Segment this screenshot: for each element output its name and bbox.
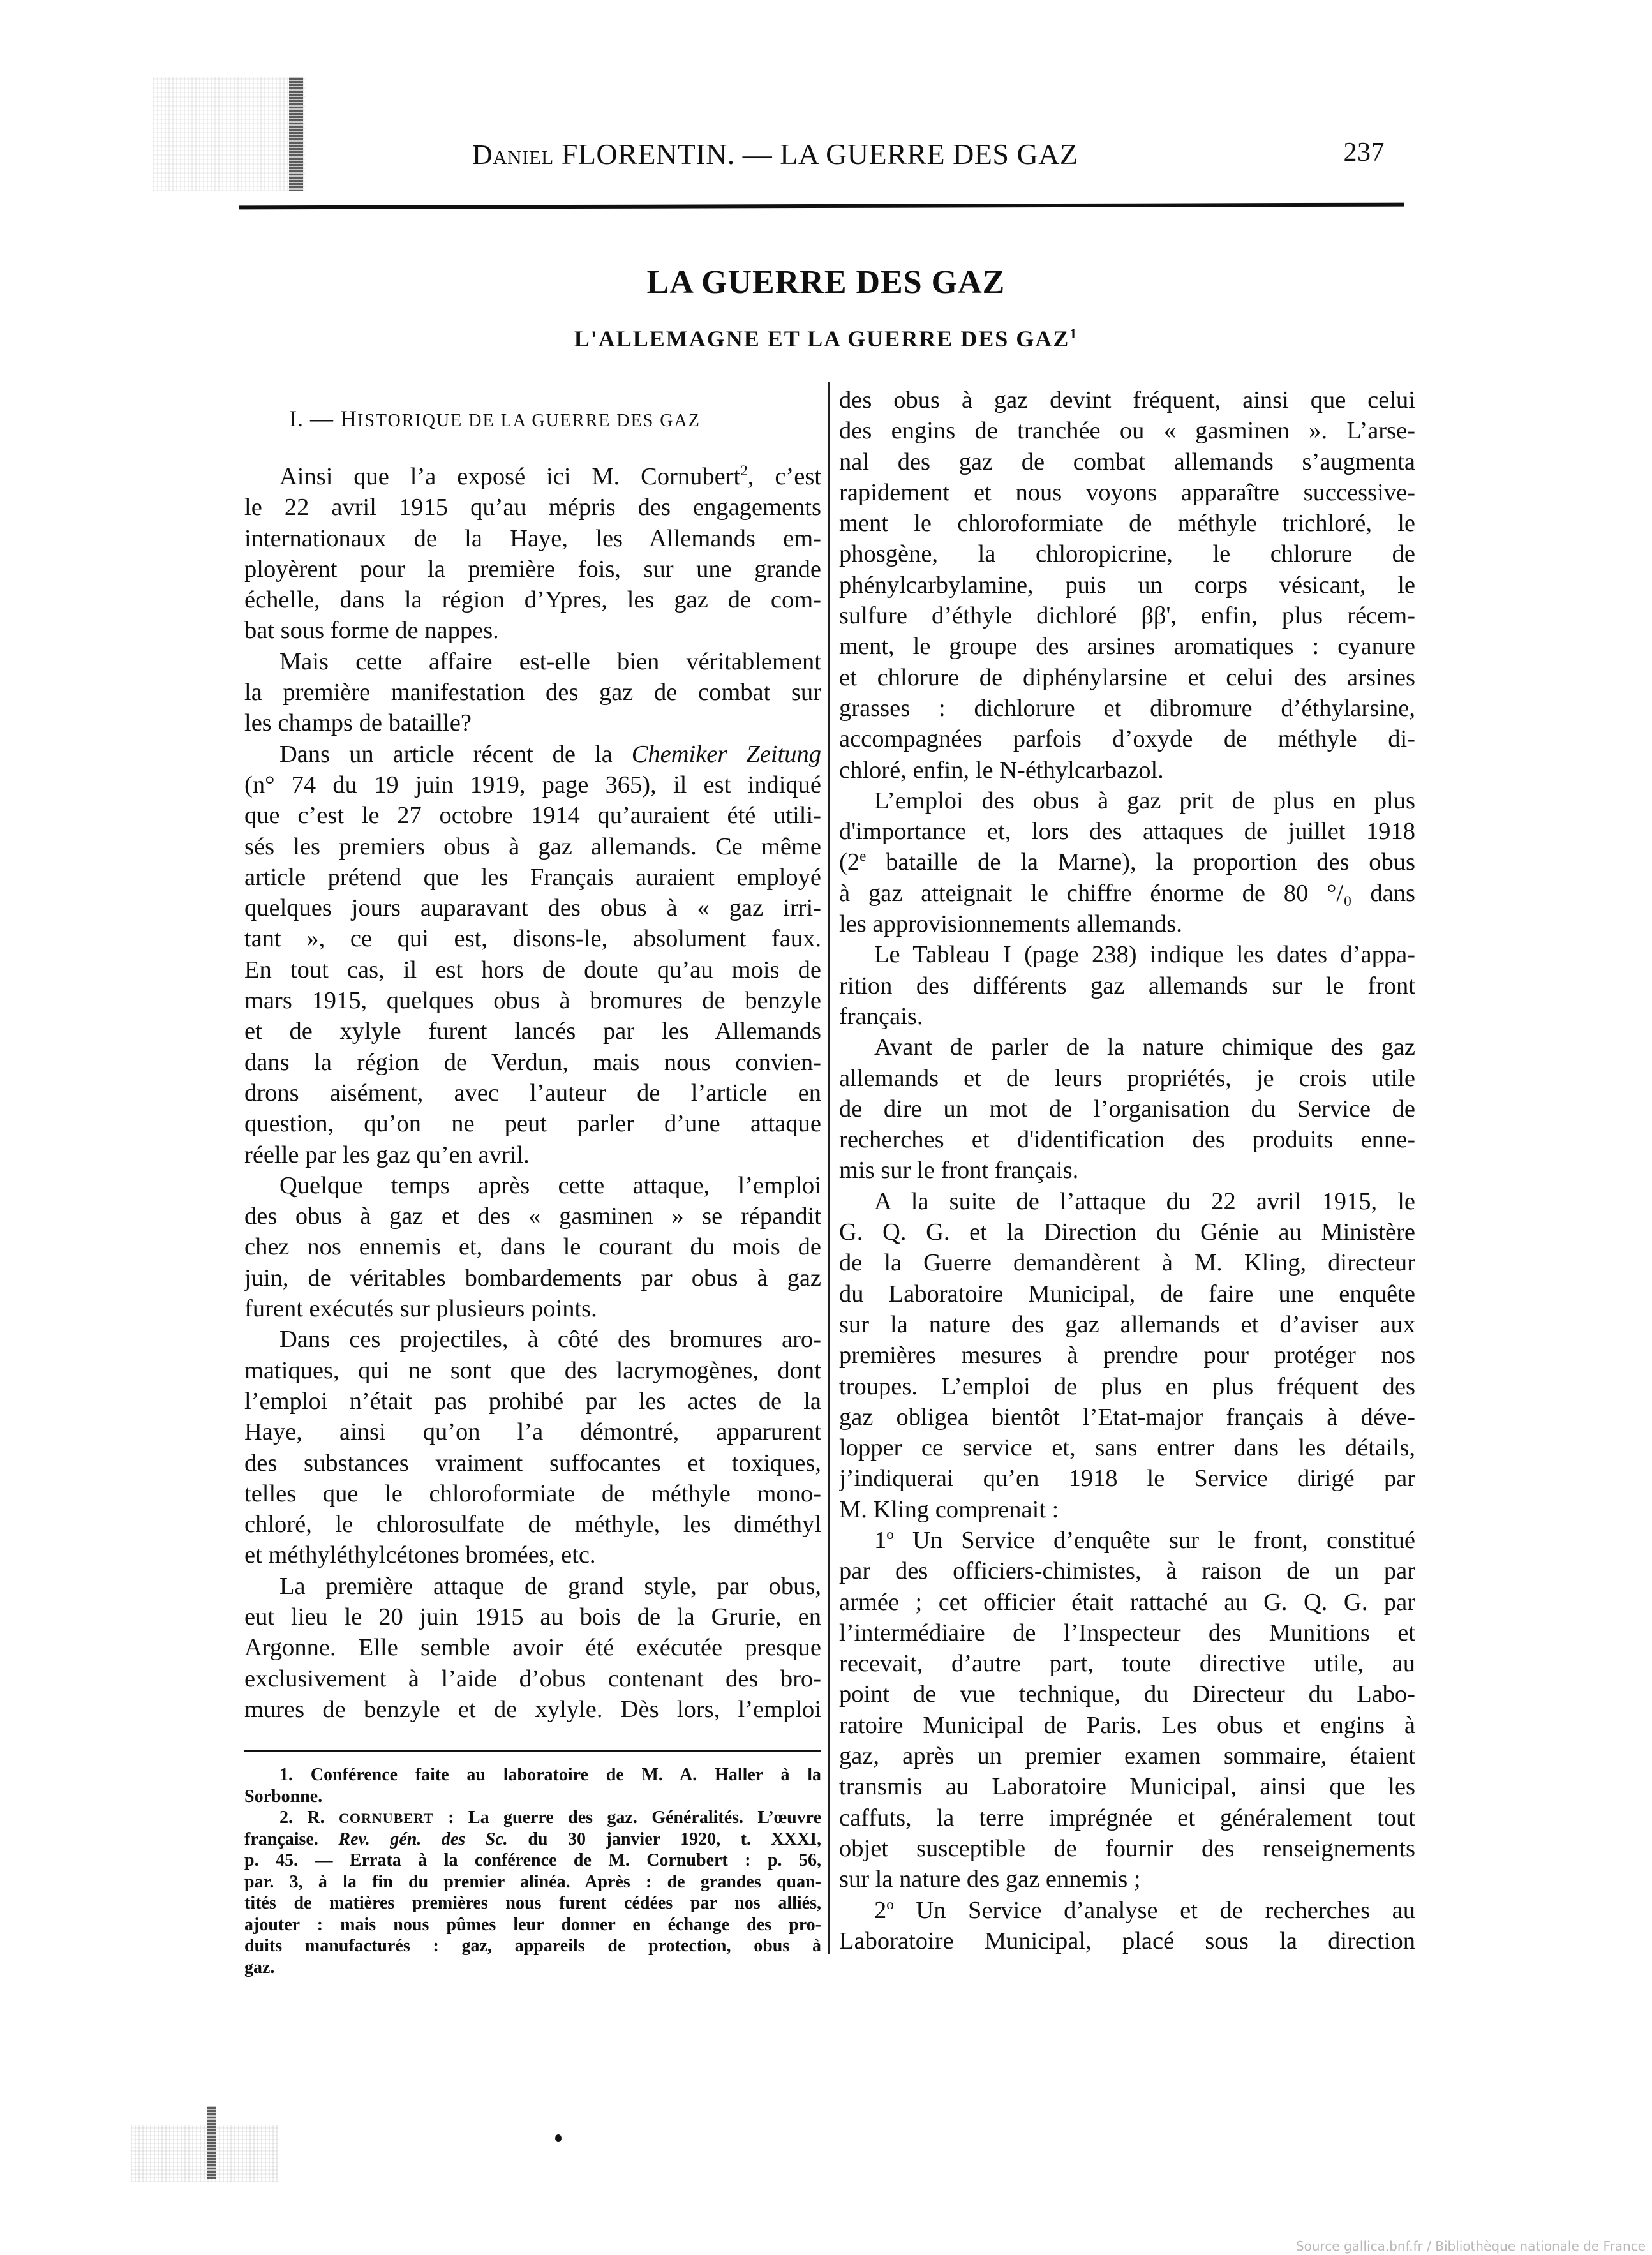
footnote-rule [244,1750,821,1752]
body-line [839,539,1415,569]
footnote-line [244,1829,821,1850]
text-run: : La guerre des gaz. Généralités. L’œuvre [433,1808,821,1827]
column-divider [828,382,830,1954]
text-run: juin, de véritables bombardements par obus à gaz [244,1264,821,1291]
body-line [244,739,821,770]
text-run: G. Q. G. et la Direction du Génie au Ministère [839,1219,1415,1246]
body-line [839,1895,1415,1926]
scan-artifact-bottom [131,2125,278,2182]
text-run: phénylcarbylamine, puis un corps vésicant, le [839,571,1415,599]
article-subtitle [0,325,1652,352]
text-run: premières mesures à prendre pour protéger nos [839,1342,1415,1369]
footnote-line [244,1850,821,1872]
body-line [839,1618,1415,1648]
text-run: ment le chloroformiate de méthyle trichloré, le [839,510,1415,537]
text-run: que c’est le 27 octobre 1914 qu’auraient été utili- [244,802,821,830]
body-line [839,1371,1415,1402]
body-line [244,1694,821,1725]
body-line [839,508,1415,539]
running-head-separator: — [742,138,773,170]
text-run: bat sous forme de nappes. [244,617,499,644]
body-line [839,570,1415,600]
text-run: Haye, ainsi qu’on l’a démontré, apparurent [244,1418,821,1446]
body-line [244,923,821,954]
source-credit: Source gallica.bnf.fr / Bibliothèque nationale de France [1295,2238,1646,2254]
footnote-line [244,1807,821,1829]
body-line [244,1201,821,1232]
text-run: bataille de la Marne), la proportion des obus [866,849,1415,876]
text-run: Argonne. Elle semble avoir été exécutée presque [244,1634,821,1662]
text-run: par. 3, à la fin du premier alinéa. Après : de grandes quan- [244,1872,821,1892]
text-run: des substances vraiment suffocantes et toxiques, [244,1449,821,1477]
section-title: ISTORIQUE DE LA GUERRE DES GAZ [357,411,701,431]
text-run: 2 [874,1896,887,1924]
text-run: chez nos ennemis et, dans le courant du mois de [244,1233,821,1261]
text-run: 1 [874,1526,887,1554]
text-run: Quelque temps après cette attaque, l’emploi [279,1172,821,1199]
text-run: furent exécutés sur plusieurs points. [244,1295,597,1323]
text-run: recevait, d’autre part, toute directive utile, au [839,1650,1415,1678]
text-run: eut lieu le 20 juin 1915 au bois de la Grurie, en [244,1603,821,1630]
body-line [244,584,821,615]
body-line [839,816,1415,847]
running-head-text [472,137,1078,171]
text-run: mars 1915, quelques obus à bromures de benzyle [244,987,821,1015]
body-line [244,492,821,523]
scan-binding-strip-bottom [207,2106,216,2179]
text-run: réelle par les gaz qu’en avril. [244,1141,530,1168]
header-rule [239,203,1404,210]
text-run: Ainsi que l’a exposé ici M. Cornubert [279,463,741,490]
body-line [244,1016,821,1046]
running-head [472,137,1385,175]
body-line [839,1679,1415,1709]
text-run: matiques, qui ne sont que des lacrymogènes, dont [244,1357,821,1384]
body-line [244,677,821,708]
body-line [839,1217,1415,1247]
text-run: gaz, après un premier examen sommaire, étaient [839,1743,1415,1770]
text-run: exclusivement à l’aide d’obus contenant des bro- [244,1665,821,1692]
body-line [244,1293,821,1324]
superscript: o [886,1895,894,1912]
body-line [244,461,821,492]
italic-title: Chemiker Zeitung [631,740,821,768]
text-run: accompagnées parfois d’oxyde de méthyle di- [839,726,1415,753]
text-run: tant », ce qui est, disons-le, absolument faux. [244,925,821,953]
body-line [244,1509,821,1540]
text-run: l’emploi n’était pas prohibé par les actes de la [244,1387,821,1415]
body-line [244,1324,821,1355]
body-line [839,1587,1415,1618]
text-run: mis sur le front français. [839,1157,1079,1184]
body-line [839,693,1415,724]
body-line [244,1571,821,1602]
body-line [839,1771,1415,1802]
footnote-line [244,1935,821,1957]
left-column [244,461,821,1725]
small-caps-name: CORNUBERT [339,1810,434,1826]
body-line [839,1340,1415,1371]
right-column [839,385,1415,1956]
body-line [839,1648,1415,1679]
scan-artifact-top [153,77,306,191]
body-line [244,1448,821,1478]
text-run: objet susceptible de fournir des renseignements [839,1835,1415,1862]
body-line [244,893,821,923]
body-line [244,985,821,1016]
body-line [839,1525,1415,1556]
text-run: Avant de parler de la nature chimique des gaz [874,1034,1415,1061]
text-run: Un Service d’enquête sur le front, constitué [893,1526,1415,1554]
body-line [839,1926,1415,1956]
text-run: Un Service d’analyse et de recherches au [893,1896,1415,1924]
body-line [244,862,821,893]
body-line [244,1632,821,1663]
body-line [244,1047,821,1078]
text-run: 2. R. [279,1808,339,1827]
body-line [839,1710,1415,1741]
body-line [839,1433,1415,1463]
text-run: chloré, enfin, le N-éthylcarbazol. [839,756,1164,784]
text-run: ratoire Municipal de Paris. Les obus et engins à [839,1711,1415,1739]
body-line [244,1663,821,1694]
body-line [839,971,1415,1001]
footnote-ref-1[interactable]: 1 [1069,325,1078,341]
text-run: la première manifestation des gaz de combat sur [244,679,821,706]
body-line [244,1108,821,1139]
body-line [244,800,821,831]
body-line [839,1833,1415,1864]
body-line [839,1864,1415,1894]
text-run: ployèrent pour la première fois, sur une grande [244,555,821,583]
text-run: caffuts, la terre imprégnée et généralement tout [839,1804,1415,1831]
text-run: 1. Conférence faite au laboratoire de M. A. Haller à la [279,1765,821,1785]
text-run: j’indiquerai qu’en 1918 le Service dirigé par [839,1465,1415,1492]
text-run: ajouter : mais nous pûmes leur donner en échange des pro- [244,1914,821,1935]
text-run: le 22 avril 1915 qu’au mépris des engagements [244,494,821,521]
text-run: tités de matières premières nous furent cédées par nos alliés, [244,1893,821,1913]
body-line [839,909,1415,939]
scan-binding-strip-top [289,77,303,191]
body-line [839,1094,1415,1124]
text-run: internationaux de la Haye, les Allemands em- [244,525,821,552]
footnote-line [244,1764,821,1786]
superscript: o [886,1526,894,1543]
text-run: de dire un mot de l’organisation du Service de [839,1095,1415,1122]
footnote-line [244,1914,821,1936]
text-run: et méthyléthylcétones bromées, etc. [244,1542,596,1569]
body-line [839,1494,1415,1525]
body-line [839,600,1415,631]
text-run: troupes. L’emploi de plus en plus fréquent des [839,1373,1415,1400]
body-line [839,477,1415,508]
author-first-name: Daniel [472,139,554,170]
body-line [244,554,821,584]
text-run: La première attaque de grand style, par obus, [279,1572,821,1600]
body-line [839,1186,1415,1217]
body-line [839,1247,1415,1278]
text-run: à gaz atteignait le chiffre énorme de 80 °/₀ dans [839,879,1415,907]
footnote-line [244,1786,821,1808]
section-number: I. — [289,406,334,431]
italic-title: Rev. gén. des Sc. [338,1829,508,1849]
body-line [244,615,821,646]
text-run: (n° 74 du 19 juin 1919, page 365), il est indiqué [244,771,821,798]
text-run: des obus à gaz devint fréquent, ainsi que celui [839,387,1415,413]
body-line [244,523,821,554]
body-line [839,1803,1415,1833]
body-line [839,939,1415,970]
body-line [244,955,821,985]
text-run: du Laboratoire Municipal, de faire une enquête [839,1280,1415,1307]
body-line [244,1602,821,1632]
footnotes [244,1764,821,1978]
text-run: sés les premiers obus à gaz allemands. Ce même [244,833,821,860]
text-run: les approvisionnements allemands. [839,911,1182,938]
text-run: drons aisément, avec l’auteur de l’article en [244,1079,821,1106]
text-run: (2 [839,849,860,876]
body-line [244,708,821,738]
text-run: française. [244,1829,339,1849]
article-title: LA GUERRE DES GAZ [646,264,1006,301]
page-number: 237 [1343,138,1385,167]
body-line [839,724,1415,754]
text-run: d'importance et, lors des attaques de juillet 1918 [839,818,1415,845]
text-run: duits manufacturés : gaz, appareils de protection, obus à [244,1936,821,1956]
text-run: de la Guerre demandèrent à M. Kling, directeur [839,1249,1415,1277]
text-run: rition des différents gaz allemands sur le front [839,972,1415,999]
text-run: Dans ces projectiles, à côté des bromures aro- [279,1326,821,1353]
body-line [839,1309,1415,1340]
text-run: Mais cette affaire est-elle bien véritablement [279,648,821,675]
body-line [839,1279,1415,1309]
text-run: Dans un article récent de la [279,740,632,768]
text-run: sulfure d’éthyle dichloré ββ', enfin, plus récem- [839,602,1415,630]
text-run: armée ; cet officier était rattaché au G. Q. G. par [839,1588,1415,1616]
text-run: des obus à gaz et des « gasminen » se répandit [244,1203,821,1230]
footnote-line [244,1872,821,1893]
text-run: allemands et de leurs propriétés, je crois utile [839,1064,1415,1092]
body-line [839,415,1415,446]
text-run: transmis au Laboratoire Municipal, ainsi que les [839,1773,1415,1801]
footnote-line [244,1893,821,1914]
text-run: dans la région de Verdun, mais nous convien- [244,1048,821,1076]
text-run: échelle, dans la région d’Ypres, les gaz de com- [244,586,821,614]
text-run: rapidement et nous voyons apparaître successive- [839,479,1415,506]
body-line [244,1232,821,1262]
body-line [839,878,1415,909]
text-run: et chlorure de diphénylarsine et celui des arsines [839,664,1415,691]
body-line [244,1078,821,1108]
text-run: gaz. [244,1957,275,1977]
text-run: phosgène, la chloropicrine, le chlorure de [839,540,1415,568]
body-line [839,1155,1415,1186]
body-line [839,1556,1415,1586]
text-run: par des officiers-chimistes, à raison de un par [839,1558,1415,1585]
text-run: gaz obligea bientôt l’Etat-major français à déve- [839,1403,1415,1431]
body-line [244,1417,821,1447]
text-run: du 30 janvier 1920, t. XXXI, [507,1829,821,1849]
text-run: français. [839,1002,923,1030]
text-run: p. 45. — Errata à la conférence de M. Cornubert : p. 56, [244,1850,821,1870]
text-run: et de xylyle furent lancés par les Allemands [244,1018,821,1045]
text-run: recherches et d'identification des produits enne- [839,1126,1415,1154]
body-line [839,847,1415,877]
body-line [244,831,821,862]
text-run: l’intermédiaire de l’Inspecteur des Munitions et [839,1619,1415,1646]
text-run: ment, le groupe des arsines aromatiques : cyanure [839,633,1415,660]
body-line [839,1063,1415,1094]
body-line [244,1355,821,1386]
footnote-line [244,1957,821,1979]
body-line [244,770,821,800]
body-line [839,385,1415,415]
body-line [839,662,1415,693]
body-line [839,447,1415,477]
text-run: Laboratoire Municipal, placé sous la direction [839,1927,1415,1954]
superscript: 2 [740,462,748,479]
body-line [244,1170,821,1201]
body-line [839,1463,1415,1494]
text-run: En tout cas, il est hors de doute qu’au mois de [244,956,821,983]
text-run: nal des gaz de combat allemands s’augmenta [839,448,1415,475]
body-line [839,755,1415,785]
text-run: sur la nature des gaz ennemis ; [839,1866,1141,1893]
section-title-initial: H [340,406,357,431]
body-line [839,1001,1415,1032]
text-run: point de vue technique, du Directeur du Labo- [839,1681,1415,1708]
text-run: telles que le chloroformiate de méthyle mono- [244,1480,821,1507]
body-line [839,1032,1415,1062]
text-run: article prétend que les Français auraient employé [244,863,821,891]
text-run: mures de benzyle et de xylyle. Dès lors, l’emploi [244,1695,821,1723]
superscript: e [859,847,867,865]
text-run: sur la nature des gaz allemands et d’aviser aux [839,1311,1415,1338]
body-line [839,1741,1415,1771]
text-run: Le Tableau I (page 238) indique les dates d’appa- [874,941,1415,969]
body-line [244,1386,821,1417]
text-run: lopper ce service et, sans entrer dans les détails, [839,1434,1415,1462]
author-last-name: FLORENTIN. [561,138,735,170]
running-head-title: LA GUERRE DES GAZ [780,138,1078,170]
text-run: grasses : dichlorure et dibromure d’éthylarsine, [839,694,1415,722]
body-line [244,1140,821,1170]
body-line [244,646,821,677]
body-line [839,1402,1415,1433]
body-line [839,631,1415,662]
section-heading [289,405,701,432]
body-line [244,1540,821,1570]
body-line [244,1478,821,1509]
text-run: question, qu’on ne peut parler d’une attaque [244,1110,821,1138]
text-run: chloré, le chlorosulfate de méthyle, les diméthyl [244,1511,821,1538]
text-run: Sorbonne. [244,1786,323,1806]
text-run: , c’est [747,463,821,490]
ink-spot [555,2134,562,2142]
body-line [839,785,1415,816]
article-subtitle-text: L'ALLEMAGNE ET LA GUERRE DES GAZ [574,326,1070,352]
body-line [244,1263,821,1293]
text-run: des engins de tranchée ou « gasminen ». L’arse- [839,417,1415,445]
text-run: L’emploi des obus à gaz prit de plus en plus [874,787,1415,814]
text-run: M. Kling comprenait : [839,1496,1059,1523]
text-run: les champs de bataille? [244,710,472,737]
text-run: A la suite de l’attaque du 22 avril 1915, le [874,1187,1415,1215]
text-run: quelques jours auparavant des obus à « gaz irri- [244,895,821,922]
body-line [839,1124,1415,1155]
